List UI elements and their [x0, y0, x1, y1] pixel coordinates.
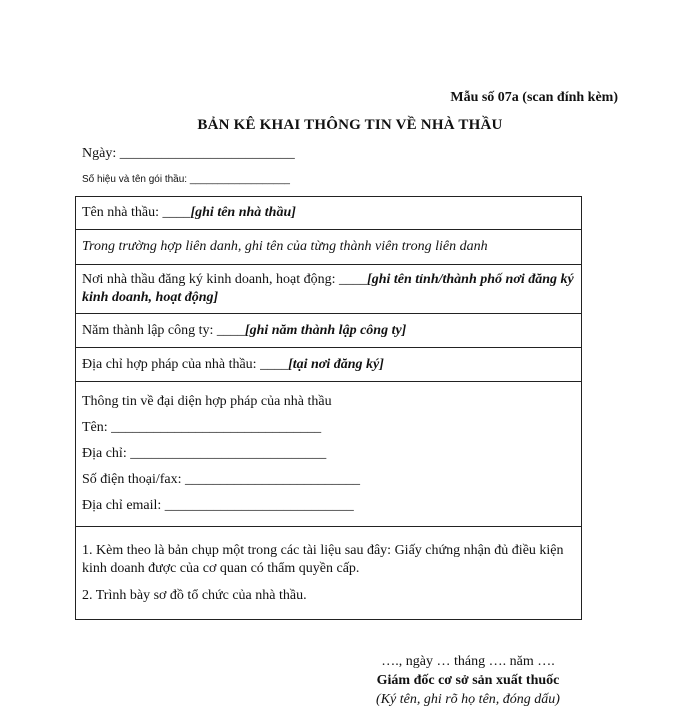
registration-hint: [ghi tên tỉnh/thành phố nơi đăng ký kinh doanh, hoạt động] — [82, 272, 574, 305]
contractor-name-label: Tên nhà thầu: ____ — [82, 205, 191, 220]
joint-venture-note: Trong trường hợp liên danh, ghi tên của từng thành viên trong liên danh — [76, 230, 582, 265]
legal-address-label: Địa chỉ hợp pháp của nhà thầu: ____ — [82, 356, 289, 372]
contractor-info-table — [75, 196, 582, 620]
document-title: BẢN KÊ KHAI THÔNG TIN VỀ NHÀ THẦU — [197, 117, 503, 133]
row-founding-year — [76, 314, 582, 348]
representative-address-field: Địa chỉ: ____________________________ — [82, 446, 327, 461]
row-contractor-name — [76, 197, 582, 230]
legal-address-hint: [tại nơi đăng ký] — [288, 356, 384, 372]
row-notes — [76, 527, 582, 620]
representative-phone-field: Số điện thoại/fax: _________________________ — [82, 472, 361, 487]
representative-heading: Thông tin về đại diện hợp pháp của nhà thầu — [82, 394, 332, 409]
contractor-name-hint: [ghi tên nhà thầu] — [190, 205, 296, 220]
date-field: Ngày: _________________________ — [82, 146, 295, 161]
signature-block — [358, 652, 578, 709]
row-representative — [76, 382, 582, 527]
registration-label: Nơi nhà thầu đăng ký kinh doanh, hoạt động: ____ — [82, 272, 368, 287]
notes-item-2: 2. Trình bày sơ đồ tổ chức của nhà thầu. — [82, 587, 307, 603]
row-legal-address — [76, 348, 582, 382]
signature-date-line: …., ngày … tháng …. năm …. — [381, 654, 555, 669]
package-field: Số hiệu và tên gói thầu: __________________ — [82, 174, 290, 185]
row-registration — [76, 265, 582, 314]
founding-year-hint: [ghi năm thành lập công ty] — [244, 322, 407, 338]
signer-note: (Ký tên, ghi rõ họ tên, đóng dấu) — [376, 692, 560, 707]
founding-year-label: Năm thành lập công ty: ____ — [82, 322, 245, 338]
form-code: Mẫu số 07a (scan đính kèm) — [450, 90, 618, 105]
representative-name-field: Tên: ______________________________ — [82, 420, 322, 435]
representative-email-field: Địa chỉ email: ___________________________ — [82, 498, 354, 513]
signer-title: Giám đốc cơ sở sản xuất thuốc — [376, 673, 560, 688]
notes-item-1: 1. Kèm theo là bản chụp một trong các tài liệu sau đây: Giấy chứng nhận đủ điều kiện kinh doanh được của cơ quan có thẩm quyền cấp. — [82, 542, 564, 576]
row-joint-venture — [76, 230, 582, 265]
